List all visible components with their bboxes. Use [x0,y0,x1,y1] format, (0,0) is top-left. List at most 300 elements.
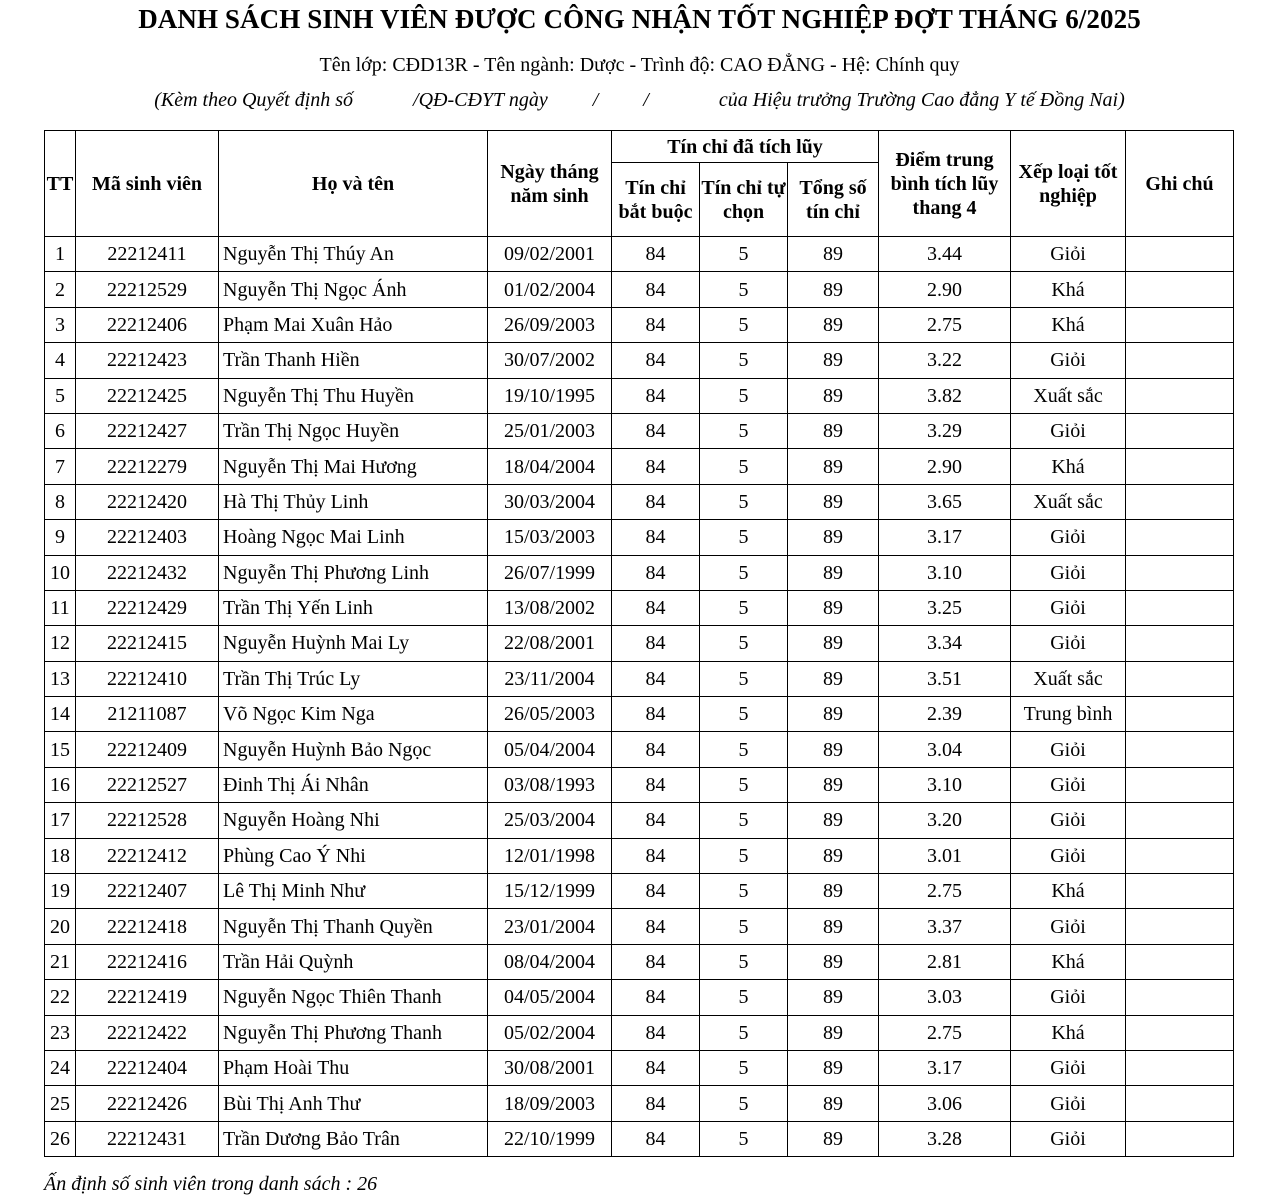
cell-elective-credits: 5 [700,767,788,802]
cell-elective-credits: 5 [700,520,788,555]
cell-rank: Giỏi [1011,767,1126,802]
cell-name: Nguyễn Ngọc Thiên Thanh [219,980,488,1015]
cell-total-credits: 89 [788,307,879,342]
cell-gpa: 3.37 [879,909,1011,944]
cell-note [1126,449,1234,484]
cell-tt: 14 [45,697,76,732]
cell-required-credits: 84 [612,272,700,307]
col-header-credits-group: Tín chỉ đã tích lũy [612,131,879,163]
cell-gpa: 3.03 [879,980,1011,1015]
cell-note [1126,944,1234,979]
cell-dob: 26/05/2003 [488,697,612,732]
cell-total-credits: 89 [788,626,879,661]
cell-rank: Giỏi [1011,1086,1126,1121]
table-row [45,555,1234,590]
cell-required-credits: 84 [612,803,700,838]
cell-gpa: 2.90 [879,272,1011,307]
cell-tt: 6 [45,413,76,448]
cell-name: Phạm Hoài Thu [219,1050,488,1085]
cell-name: Phạm Mai Xuân Hảo [219,307,488,342]
cell-student-id: 22212429 [76,590,219,625]
cell-dob: 22/08/2001 [488,626,612,661]
cell-rank: Xuất sắc [1011,378,1126,413]
cell-total-credits: 89 [788,732,879,767]
cell-dob: 05/02/2004 [488,1015,612,1050]
cell-gpa: 3.06 [879,1086,1011,1121]
cell-required-credits: 84 [612,732,700,767]
cell-total-credits: 89 [788,1050,879,1085]
cell-student-id: 22212528 [76,803,219,838]
cell-rank: Giỏi [1011,520,1126,555]
table-row [45,874,1234,909]
cell-required-credits: 84 [612,237,700,272]
cell-note [1126,343,1234,378]
cell-required-credits: 84 [612,343,700,378]
cell-total-credits: 89 [788,697,879,732]
cell-total-credits: 89 [788,767,879,802]
cell-rank: Khá [1011,307,1126,342]
cell-gpa: 3.20 [879,803,1011,838]
table-row [45,1050,1234,1085]
cell-dob: 22/10/1999 [488,1121,612,1156]
cell-required-credits: 84 [612,1050,700,1085]
cell-elective-credits: 5 [700,661,788,696]
cell-note [1126,874,1234,909]
col-header-student-id: Mã sinh viên [76,131,219,237]
cell-student-id: 22212529 [76,272,219,307]
cell-required-credits: 84 [612,874,700,909]
col-header-required-credits: Tín chỉ bắt buộc [612,163,700,237]
cell-total-credits: 89 [788,909,879,944]
cell-name: Bùi Thị Anh Thư [219,1086,488,1121]
cell-total-credits: 89 [788,449,879,484]
col-header-dob: Ngày tháng năm sinh [488,131,612,237]
cell-rank: Khá [1011,272,1126,307]
cell-name: Trần Thanh Hiền [219,343,488,378]
cell-rank: Giỏi [1011,590,1126,625]
cell-note [1126,767,1234,802]
table-row [45,980,1234,1015]
col-header-tt: TT [45,131,76,237]
cell-student-id: 22212410 [76,661,219,696]
table-row [45,1121,1234,1156]
cell-tt: 10 [45,555,76,590]
cell-tt: 9 [45,520,76,555]
cell-total-credits: 89 [788,272,879,307]
cell-gpa: 3.22 [879,343,1011,378]
cell-rank: Giỏi [1011,1121,1126,1156]
graduates-table [44,130,1234,1157]
table-row [45,944,1234,979]
cell-name: Nguyễn Huỳnh Mai Ly [219,626,488,661]
cell-tt: 15 [45,732,76,767]
cell-elective-credits: 5 [700,449,788,484]
table-row [45,590,1234,625]
cell-total-credits: 89 [788,661,879,696]
cell-total-credits: 89 [788,237,879,272]
cell-note [1126,980,1234,1015]
table-row [45,449,1234,484]
cell-gpa: 3.10 [879,767,1011,802]
cell-tt: 12 [45,626,76,661]
cell-tt: 19 [45,874,76,909]
cell-rank: Giỏi [1011,343,1126,378]
cell-rank: Khá [1011,944,1126,979]
cell-elective-credits: 5 [700,1050,788,1085]
cell-student-id: 22212426 [76,1086,219,1121]
cell-dob: 12/01/1998 [488,838,612,873]
cell-note [1126,626,1234,661]
cell-required-credits: 84 [612,520,700,555]
decision-reference: (Kèm theo Quyết định số /QĐ-CĐYT ngày / / của Hiệu trưởng Trường Cao đẳng Y tế Đồng Nai) [154,89,1125,111]
cell-total-credits: 89 [788,555,879,590]
table-row [45,343,1234,378]
cell-note [1126,1015,1234,1050]
cell-rank: Giỏi [1011,237,1126,272]
table-row [45,697,1234,732]
cell-student-id: 22212415 [76,626,219,661]
col-header-rank: Xếp loại tốt nghiệp [1011,131,1126,237]
cell-note [1126,661,1234,696]
cell-note [1126,838,1234,873]
cell-note [1126,413,1234,448]
cell-tt: 4 [45,343,76,378]
table-row [45,484,1234,519]
cell-name: Nguyễn Thị Phương Thanh [219,1015,488,1050]
cell-total-credits: 89 [788,838,879,873]
cell-tt: 11 [45,590,76,625]
cell-dob: 15/03/2003 [488,520,612,555]
cell-required-credits: 84 [612,555,700,590]
col-header-gpa: Điểm trung bình tích lũy thang 4 [879,131,1011,237]
cell-tt: 13 [45,661,76,696]
table-row [45,838,1234,873]
page-title: DANH SÁCH SINH VIÊN ĐƯỢC CÔNG NHẬN TỐT NGHIỆP ĐỢT THÁNG 6/2025 [138,4,1141,34]
cell-rank: Giỏi [1011,413,1126,448]
cell-name: Võ Ngọc Kim Nga [219,697,488,732]
cell-student-id: 22212420 [76,484,219,519]
cell-total-credits: 89 [788,378,879,413]
cell-student-id: 22212409 [76,732,219,767]
cell-name: Nguyễn Thị Phương Linh [219,555,488,590]
table-row [45,1086,1234,1121]
table-header-row [45,131,1234,163]
cell-dob: 09/02/2001 [488,237,612,272]
cell-note [1126,590,1234,625]
cell-elective-credits: 5 [700,732,788,767]
cell-student-id: 22212404 [76,1050,219,1085]
cell-elective-credits: 5 [700,626,788,661]
cell-tt: 18 [45,838,76,873]
cell-name: Phùng Cao Ý Nhi [219,838,488,873]
cell-student-id: 22212406 [76,307,219,342]
table-row [45,661,1234,696]
cell-required-credits: 84 [612,1121,700,1156]
cell-note [1126,520,1234,555]
cell-gpa: 2.75 [879,1015,1011,1050]
cell-total-credits: 89 [788,874,879,909]
cell-name: Trần Thị Yến Linh [219,590,488,625]
table-row [45,378,1234,413]
cell-student-id: 22212419 [76,980,219,1015]
cell-elective-credits: 5 [700,874,788,909]
cell-rank: Xuất sắc [1011,661,1126,696]
cell-elective-credits: 5 [700,1121,788,1156]
cell-required-credits: 84 [612,697,700,732]
cell-gpa: 2.75 [879,307,1011,342]
cell-elective-credits: 5 [700,378,788,413]
cell-student-id: 22212411 [76,237,219,272]
cell-note [1126,1050,1234,1085]
cell-total-credits: 89 [788,484,879,519]
cell-rank: Giỏi [1011,555,1126,590]
cell-name: Nguyễn Huỳnh Bảo Ngọc [219,732,488,767]
cell-total-credits: 89 [788,803,879,838]
cell-student-id: 21211087 [76,697,219,732]
cell-dob: 19/10/1995 [488,378,612,413]
cell-elective-credits: 5 [700,838,788,873]
cell-elective-credits: 5 [700,944,788,979]
cell-student-id: 22212427 [76,413,219,448]
cell-elective-credits: 5 [700,343,788,378]
cell-name: Đinh Thị Ái Nhân [219,767,488,802]
cell-rank: Giỏi [1011,626,1126,661]
cell-tt: 7 [45,449,76,484]
cell-gpa: 3.44 [879,237,1011,272]
cell-total-credits: 89 [788,590,879,625]
cell-gpa: 2.90 [879,449,1011,484]
table-row [45,237,1234,272]
cell-elective-credits: 5 [700,803,788,838]
cell-name: Nguyễn Thị Mai Hương [219,449,488,484]
cell-student-id: 22212425 [76,378,219,413]
cell-elective-credits: 5 [700,1015,788,1050]
cell-required-credits: 84 [612,980,700,1015]
cell-gpa: 2.81 [879,944,1011,979]
cell-tt: 3 [45,307,76,342]
cell-tt: 2 [45,272,76,307]
cell-gpa: 3.29 [879,413,1011,448]
table-row [45,307,1234,342]
cell-required-credits: 84 [612,661,700,696]
cell-dob: 08/04/2004 [488,944,612,979]
cell-required-credits: 84 [612,413,700,448]
cell-dob: 04/05/2004 [488,980,612,1015]
cell-elective-credits: 5 [700,1086,788,1121]
cell-rank: Giỏi [1011,909,1126,944]
cell-dob: 13/08/2002 [488,590,612,625]
cell-dob: 30/08/2001 [488,1050,612,1085]
cell-dob: 30/03/2004 [488,484,612,519]
cell-tt: 1 [45,237,76,272]
cell-required-credits: 84 [612,626,700,661]
cell-name: Trần Thị Ngọc Huyền [219,413,488,448]
cell-student-id: 22212431 [76,1121,219,1156]
cell-student-id: 22212412 [76,838,219,873]
cell-dob: 23/01/2004 [488,909,612,944]
cell-gpa: 3.01 [879,838,1011,873]
cell-name: Nguyễn Thị Ngọc Ánh [219,272,488,307]
col-header-note: Ghi chú [1126,131,1234,237]
cell-student-id: 22212403 [76,520,219,555]
cell-gpa: 3.25 [879,590,1011,625]
cell-name: Hoàng Ngọc Mai Linh [219,520,488,555]
cell-tt: 8 [45,484,76,519]
cell-tt: 23 [45,1015,76,1050]
cell-rank: Trung bình [1011,697,1126,732]
cell-total-credits: 89 [788,1086,879,1121]
cell-dob: 26/07/1999 [488,555,612,590]
cell-student-id: 22212432 [76,555,219,590]
cell-note [1126,272,1234,307]
cell-rank: Khá [1011,1015,1126,1050]
cell-student-id: 22212527 [76,767,219,802]
cell-elective-credits: 5 [700,909,788,944]
cell-elective-credits: 5 [700,484,788,519]
cell-gpa: 3.17 [879,1050,1011,1085]
cell-elective-credits: 5 [700,237,788,272]
cell-elective-credits: 5 [700,555,788,590]
cell-student-id: 22212416 [76,944,219,979]
cell-dob: 18/09/2003 [488,1086,612,1121]
cell-gpa: 3.51 [879,661,1011,696]
cell-note [1126,697,1234,732]
cell-required-credits: 84 [612,909,700,944]
table-row [45,413,1234,448]
student-count-note: Ấn định số sinh viên trong danh sách : 26 [44,1173,378,1195]
cell-required-credits: 84 [612,767,700,802]
cell-note [1126,909,1234,944]
cell-dob: 18/04/2004 [488,449,612,484]
cell-name: Trần Thị Trúc Ly [219,661,488,696]
table-row [45,803,1234,838]
cell-elective-credits: 5 [700,697,788,732]
cell-tt: 21 [45,944,76,979]
cell-gpa: 3.65 [879,484,1011,519]
cell-note [1126,732,1234,767]
cell-elective-credits: 5 [700,307,788,342]
cell-total-credits: 89 [788,520,879,555]
cell-elective-credits: 5 [700,590,788,625]
cell-note [1126,237,1234,272]
cell-total-credits: 89 [788,1015,879,1050]
table-body [45,237,1234,1157]
cell-tt: 17 [45,803,76,838]
cell-elective-credits: 5 [700,272,788,307]
cell-rank: Giỏi [1011,803,1126,838]
cell-total-credits: 89 [788,343,879,378]
cell-dob: 25/03/2004 [488,803,612,838]
cell-name: Nguyễn Thị Thúy An [219,237,488,272]
cell-dob: 25/01/2003 [488,413,612,448]
cell-dob: 23/11/2004 [488,661,612,696]
cell-student-id: 22212422 [76,1015,219,1050]
cell-tt: 16 [45,767,76,802]
table-row [45,767,1234,802]
cell-rank: Giỏi [1011,1050,1126,1085]
cell-note [1126,307,1234,342]
cell-tt: 5 [45,378,76,413]
cell-elective-credits: 5 [700,413,788,448]
cell-name: Lê Thị Minh Như [219,874,488,909]
cell-dob: 26/09/2003 [488,307,612,342]
table-row [45,909,1234,944]
col-header-name: Họ và tên [219,131,488,237]
cell-required-credits: 84 [612,944,700,979]
table-row [45,1015,1234,1050]
cell-required-credits: 84 [612,484,700,519]
cell-tt: 24 [45,1050,76,1085]
col-header-elective-credits: Tín chỉ tự chọn [700,163,788,237]
cell-total-credits: 89 [788,1121,879,1156]
cell-gpa: 3.10 [879,555,1011,590]
cell-student-id: 22212279 [76,449,219,484]
cell-student-id: 22212407 [76,874,219,909]
cell-required-credits: 84 [612,307,700,342]
cell-name: Trần Dương Bảo Trân [219,1121,488,1156]
cell-dob: 15/12/1999 [488,874,612,909]
cell-rank: Giỏi [1011,732,1126,767]
cell-name: Nguyễn Thị Thu Huyền [219,378,488,413]
cell-name: Trần Hải Quỳnh [219,944,488,979]
cell-dob: 05/04/2004 [488,732,612,767]
cell-required-credits: 84 [612,1086,700,1121]
cell-tt: 22 [45,980,76,1015]
cell-rank: Khá [1011,449,1126,484]
cell-gpa: 3.17 [879,520,1011,555]
cell-rank: Khá [1011,874,1126,909]
cell-rank: Giỏi [1011,980,1126,1015]
cell-note [1126,378,1234,413]
cell-gpa: 3.82 [879,378,1011,413]
cell-student-id: 22212418 [76,909,219,944]
cell-tt: 25 [45,1086,76,1121]
cell-note [1126,803,1234,838]
cell-note [1126,1121,1234,1156]
cell-total-credits: 89 [788,980,879,1015]
cell-gpa: 2.75 [879,874,1011,909]
cell-rank: Xuất sắc [1011,484,1126,519]
cell-student-id: 22212423 [76,343,219,378]
cell-note [1126,484,1234,519]
cell-tt: 20 [45,909,76,944]
cell-note [1126,1086,1234,1121]
cell-total-credits: 89 [788,413,879,448]
cell-total-credits: 89 [788,944,879,979]
cell-gpa: 3.34 [879,626,1011,661]
cell-gpa: 3.04 [879,732,1011,767]
table-row [45,626,1234,661]
cell-name: Nguyễn Hoàng Nhi [219,803,488,838]
cell-required-credits: 84 [612,378,700,413]
cell-rank: Giỏi [1011,838,1126,873]
table-row [45,520,1234,555]
cell-dob: 01/02/2004 [488,272,612,307]
cell-required-credits: 84 [612,838,700,873]
cell-elective-credits: 5 [700,980,788,1015]
col-header-total-credits: Tổng số tín chỉ [788,163,879,237]
table-row [45,732,1234,767]
table-row [45,272,1234,307]
cell-required-credits: 84 [612,1015,700,1050]
cell-dob: 30/07/2002 [488,343,612,378]
cell-tt: 26 [45,1121,76,1156]
cell-gpa: 2.39 [879,697,1011,732]
cell-required-credits: 84 [612,449,700,484]
cell-gpa: 3.28 [879,1121,1011,1156]
cell-dob: 03/08/1993 [488,767,612,802]
cell-note [1126,555,1234,590]
